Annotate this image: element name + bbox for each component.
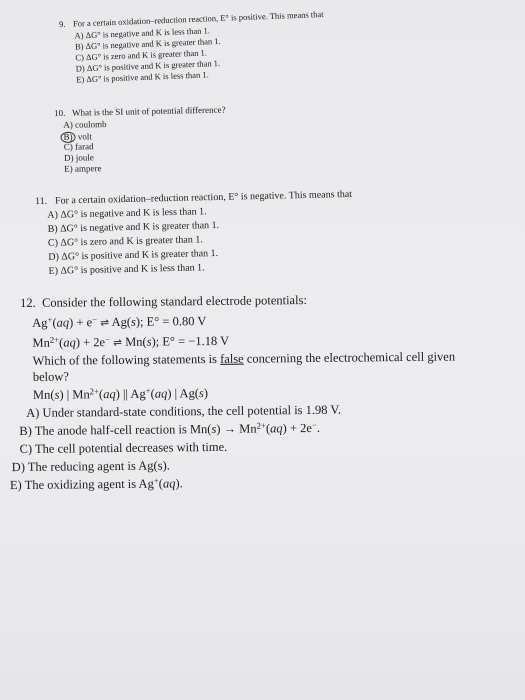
choice-b: B) ΔG° is negative and K is greater than 1.: [47, 219, 220, 235]
choice-b: B) The anode half-cell reaction is $Mn(s) \to Mn^{2+}(aq) + 2e^-$.: [19, 419, 320, 439]
question-text-cont: below?: [32, 369, 69, 384]
half-reaction-silver: Ag+(aq) + e− ⇌ Ag(s); E° = 0.80 V: [32, 314, 207, 330]
question-number: 9.: [58, 18, 66, 30]
question-stem: Consider the following standard electrode potentials:: [41, 292, 307, 310]
choice-b-circled: B) volt: [63, 131, 91, 143]
choice-d: D) joule: [63, 152, 94, 163]
choice-d: D) ΔG° is positive and K is greater than 1.: [48, 247, 219, 263]
question-number: 12.: [19, 295, 36, 310]
choice-c: C) ΔG° is zero and K is greater than 1.: [47, 234, 203, 249]
choice-c: C) ΔG° is zero and K is greater than 1.: [75, 47, 208, 63]
choice-e: E) The oxidizing agent is Ag+(aq).: [9, 475, 183, 493]
choice-a: A) ΔG° is negative and K is less than 1.: [74, 25, 211, 41]
choice-e: E) ampere: [64, 163, 102, 174]
half-reaction-manganese: $Mn^{2+}(aq) + 2e^-$ ⇌ Mn(s); E° = −1.18 V: [32, 333, 230, 350]
question-number: 10.: [53, 107, 66, 119]
question-stem: What is the SI unit of potential difference?: [71, 104, 226, 118]
choice-a: A) Under standard-state conditions, the cell potential is 1.98 V.: [26, 402, 342, 420]
cell-notation: Mn(s) | $Mn^{2+}(aq)$ || Ag+(aq) | Ag(s): [32, 385, 209, 402]
choice-d: D) ΔG° is positive and K is greater than 1.: [75, 57, 221, 74]
question-stem: For a certain oxidation–reduction reaction, E° is positive. This means that: [72, 8, 324, 29]
equilibrium-arrow-icon: ⇌: [100, 316, 110, 330]
choice-c: C) The cell potential decreases with time.: [19, 439, 228, 457]
choice-e: E) ΔG° is positive and K is less than 1.: [48, 262, 205, 277]
question-text: Which of the following statements is false concerning the electrochemical cell given: [32, 349, 456, 368]
choice-b: B) ΔG° is negative and K is greater than 1.: [74, 35, 221, 52]
question-stem: For a certain oxidation–reduction reaction, E° is negative. This means that: [54, 188, 353, 207]
choice-a: A) ΔG° is negative and K is less than 1.: [47, 206, 207, 221]
choice-a: A) coulomb: [63, 119, 107, 130]
equilibrium-arrow-icon: ⇌: [113, 335, 123, 350]
choice-d: D) The reducing agent is Ag(s).: [11, 458, 170, 475]
choice-c: C) farad: [63, 141, 94, 152]
answer-circle: B): [60, 132, 75, 143]
question-number: 11.: [34, 195, 48, 208]
choice-e: E) ΔG° is positive and K is less than 1.: [76, 69, 209, 85]
underlined-false: false: [220, 351, 244, 366]
